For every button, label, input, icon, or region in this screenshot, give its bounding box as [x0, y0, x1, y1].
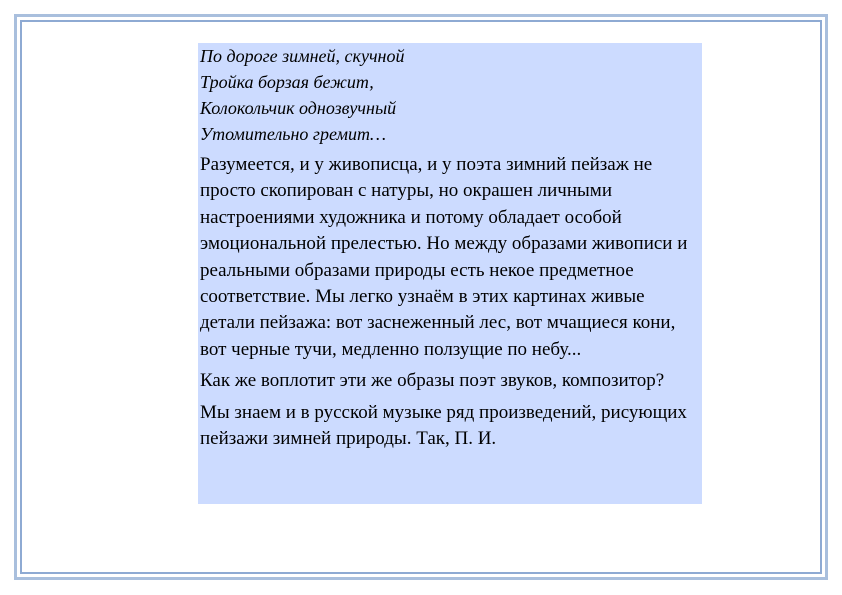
- poem-line: Утомительно гремит…: [200, 124, 386, 144]
- poem-quote: [200, 43, 698, 147]
- text-block: [198, 43, 702, 504]
- paragraph-music: Мы знаем и в русской музыке ряд произведений, рисующих пейзажи зимней природы. Так, П. И.: [200, 401, 687, 450]
- paragraph-question: Как же воплотит эти же образы поэт звуков, композитор?: [200, 370, 665, 392]
- poem-line: Тройка борзая бежит,: [200, 72, 374, 92]
- poem-line: По дороге зимней, скучной: [200, 46, 405, 66]
- poem-line: Колокольчик однозвучный: [200, 98, 397, 118]
- paragraph-landscape: Разумеется, и у живописца, и у поэта зимний пейзаж не просто скопирован с натуры, но окрашен личными настроениями художника и потому обладает особой эмоциональной прелестью. Но между образами живописи и реальными образами природы есть некое предметное соответствие. Мы легко узнаём в этих картинах живые детали пейзажа: вот заснеженный лес, вот мчащиеся кони, вот черные тучи, медленно ползущие по небу...: [200, 154, 688, 360]
